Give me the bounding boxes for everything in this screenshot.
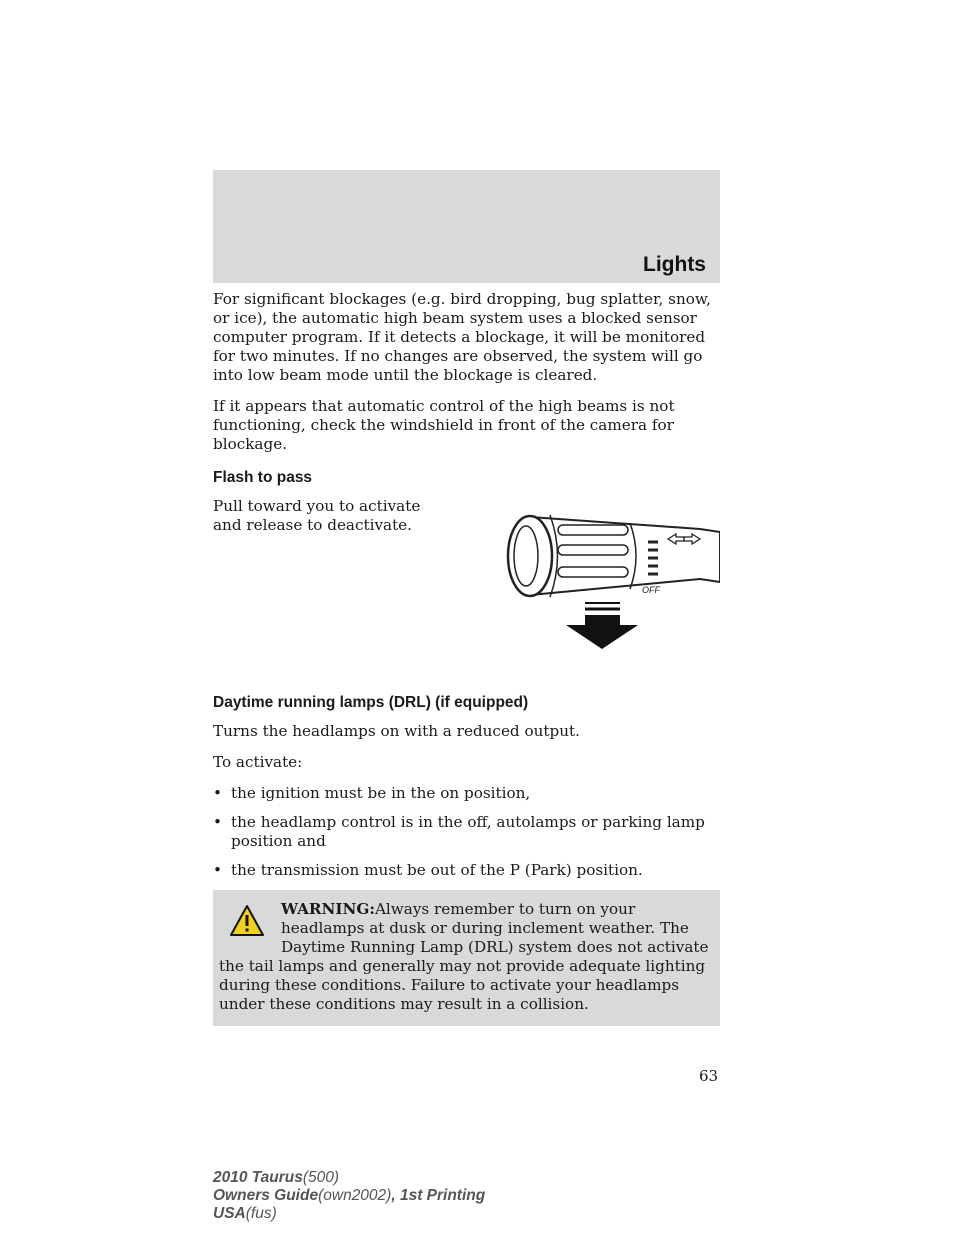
warning-label: WARNING: — [281, 900, 375, 918]
footer-market: USA — [213, 1205, 246, 1222]
stalk-off-label: OFF — [642, 585, 660, 595]
warning-text: Always remember to turn on your headlamps at dusk or during inclement weather. The Daytime Running Lamp (DRL) system does not activate the tail lamps and generally may not provide adequate lighting during these conditions. Failure to activate your headlamps under these conditions may result in a collision. — [219, 900, 709, 1013]
flash-to-pass-block — [213, 497, 720, 679]
drl-heading: Daytime running lamps (DRL) (if equipped) — [213, 694, 529, 711]
footer-guide-code: (own2002) — [318, 1187, 392, 1204]
list-item: • the ignition must be in the on position, — [213, 784, 720, 803]
page-content — [213, 290, 720, 1026]
document-footer — [213, 1169, 485, 1223]
footer-guide: Owners Guide — [213, 1187, 319, 1204]
page-number: 63 — [699, 1067, 719, 1085]
section-title: Lights — [643, 253, 706, 276]
check-paragraph: If it appears that automatic control of the high beams is not functioning, check the windshield in front of the camera for blockage. — [213, 397, 675, 453]
footer-market-code: (fus) — [245, 1205, 277, 1222]
footer-model: 2010 Taurus — [213, 1169, 303, 1186]
warning-triangle-icon — [229, 904, 265, 938]
drl-intro: Turns the headlamps on with a reduced output. — [213, 722, 580, 740]
footer-printing: , 1st Printing — [391, 1187, 486, 1204]
warning-box — [213, 890, 720, 1026]
blockage-paragraph: For significant blockages (e.g. bird dropping, bug splatter, snow, or ice), the automatic high beam system uses a blocked sensor computer program. If it detects a blockage, it will be monitored for two minutes. If no changes are observed, the system will go into low beam mode until the blockage is cleared. — [213, 290, 711, 384]
turn-signal-stalk-illustration — [490, 487, 720, 665]
footer-model-code: (500) — [302, 1169, 340, 1186]
list-item: • the transmission must be out of the P (Park) position. — [213, 861, 720, 880]
drl-activation-list — [213, 784, 720, 880]
section-header-band — [213, 170, 720, 283]
list-item: • the headlamp control is in the off, autolamps or parking lamp position and — [213, 813, 720, 851]
flash-to-pass-text: Pull toward you to activate and release to deactivate. — [213, 497, 421, 534]
flash-to-pass-heading: Flash to pass — [213, 469, 313, 486]
drl-activate-label: To activate: — [213, 753, 303, 771]
